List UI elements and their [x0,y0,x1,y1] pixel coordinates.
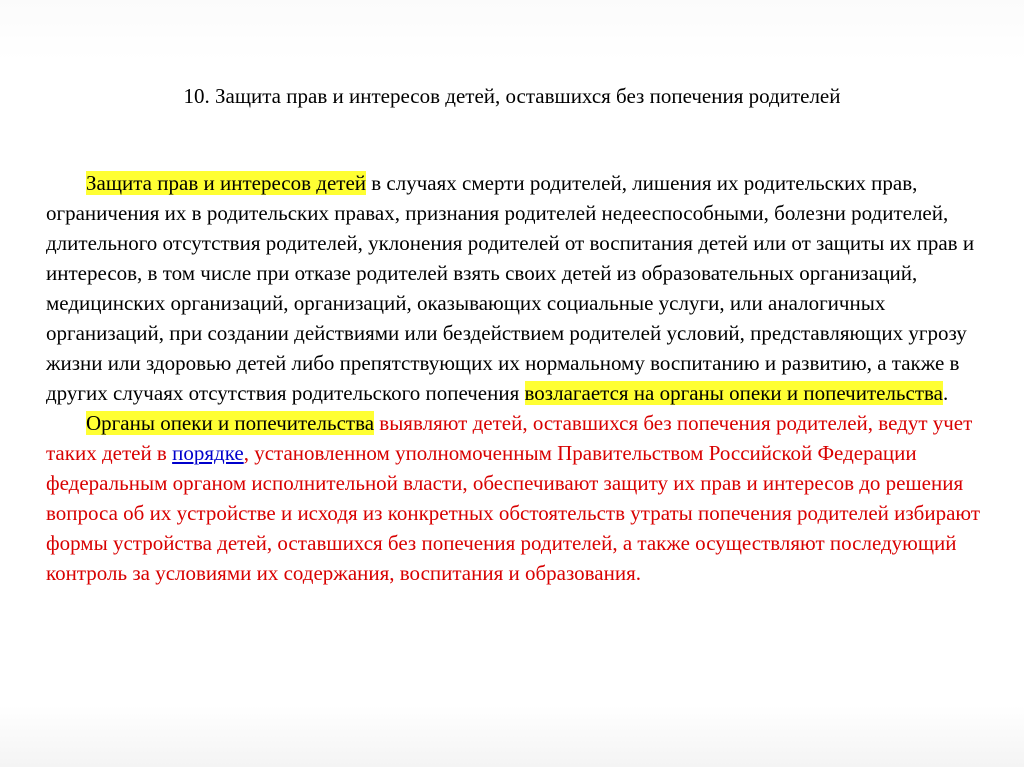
paragraph1-main-text: в случаях смерти родителей, лишения их родительских прав, ограничения их в родительских правах, признания родителей недееспособными, болезни родителей, длительного отсутствия родителей, уклонения родителей от воспитания детей или от защиты их прав и интересов, в том числе при отказе родителей взять своих детей из образовательных организаций, медицинских организаций, организаций, оказывающих социальные услуги, или аналогичных организаций, при создании действиями или бездействием родителей условий, представляющих угрозу жизни или здоровью детей либо препятствующих их нормальному воспитанию и развитию, а также в других случаях отсутствия родительского попечения [46,171,975,405]
slide-title: 10. Защита прав и интересов детей, оставшихся без попечения родителей [183,84,841,108]
paragraph2-text-before-link: выявляют детей, оставшихся без попечения родителей, ведут учет таких детей в [46,411,973,465]
slide-body [46,168,986,588]
paragraph2-text-after-link: , установленном уполномоченным Правительством Российской Федерации федеральным органом исполнительной власти, обеспечивают защиту их прав и интересов до решения вопроса об их устройстве и исходя из конкретных обстоятельств утраты попечения родителей избирают формы устройства детей, оставшихся без попечения родителей, а также осуществляют последующий контроль за условиями их содержания, воспитания и образования. [46,441,981,585]
highlight-protection-of-rights: Защита прав и интересов детей [86,171,367,195]
highlight-assigned-to-guardianship-bodies: возлагается на органы опеки и попечительства [524,381,943,405]
paragraph-guardianship-duties [46,408,986,588]
procedure-link[interactable]: порядке [172,441,244,465]
paragraph1-end-punct: . [942,381,949,405]
paragraph-guardianship-grounds [46,168,986,408]
highlight-guardianship-bodies: Органы опеки и попечительства [86,411,375,435]
